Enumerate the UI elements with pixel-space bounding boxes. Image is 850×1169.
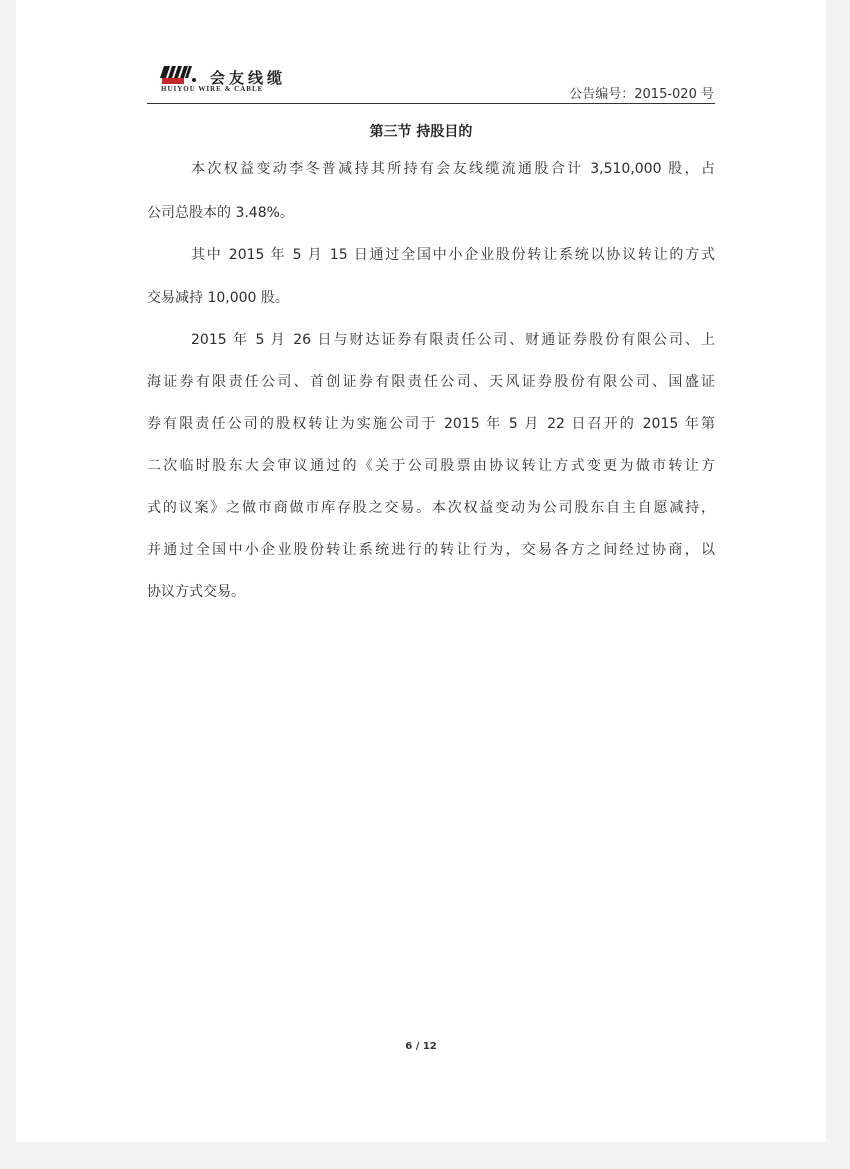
header-divider: [147, 103, 715, 104]
body-line: 式的议案》之做市商做市库存股之交易。本次权益变动为公司股东自主自愿减持，: [147, 500, 715, 516]
logo-english-name: HUIYOU WIRE & CABLE: [161, 85, 264, 93]
logo-mark-icon: [160, 64, 200, 86]
page-number: 6 / 12: [405, 1041, 437, 1052]
body-line: 公司总股本的 3.48%。: [147, 205, 294, 221]
body-line: 本次权益变动李冬普减持其所持有会友线缆流通股合计 3,510,000 股，占: [191, 161, 715, 177]
announcement-number: 公告编号：2015-020 号: [569, 87, 714, 102]
body-line: 券有限责任公司的股权转让为实施公司于 2015 年 5 月 22 日召开的 2015 年第: [147, 416, 715, 432]
section-title: 第三节 持股目的: [369, 124, 473, 140]
body-line: 其中 2015 年 5 月 15 日通过全国中小企业股份转让系统以协议转让的方式: [191, 247, 715, 263]
body-line: 协议方式交易。: [147, 584, 245, 600]
company-logo: [160, 64, 320, 96]
document-page: [16, 0, 826, 1142]
logo-chinese-name: 会友线缆: [210, 69, 287, 87]
body-line: 2015 年 5 月 26 日与财达证券有限责任公司、财通证券股份有限公司、上: [191, 332, 715, 348]
body-line: 二次临时股东大会审议通过的《关于公司股票由协议转让方式变更为做市转让方: [147, 458, 715, 474]
body-line: 交易减持 10,000 股。: [147, 290, 289, 306]
body-line: 并通过全国中小企业股份转让系统进行的转让行为，交易各方之间经过协商，以: [147, 542, 715, 558]
body-line: 海证券有限责任公司、首创证券有限责任公司、天风证券股份有限公司、国盛证: [147, 374, 715, 390]
